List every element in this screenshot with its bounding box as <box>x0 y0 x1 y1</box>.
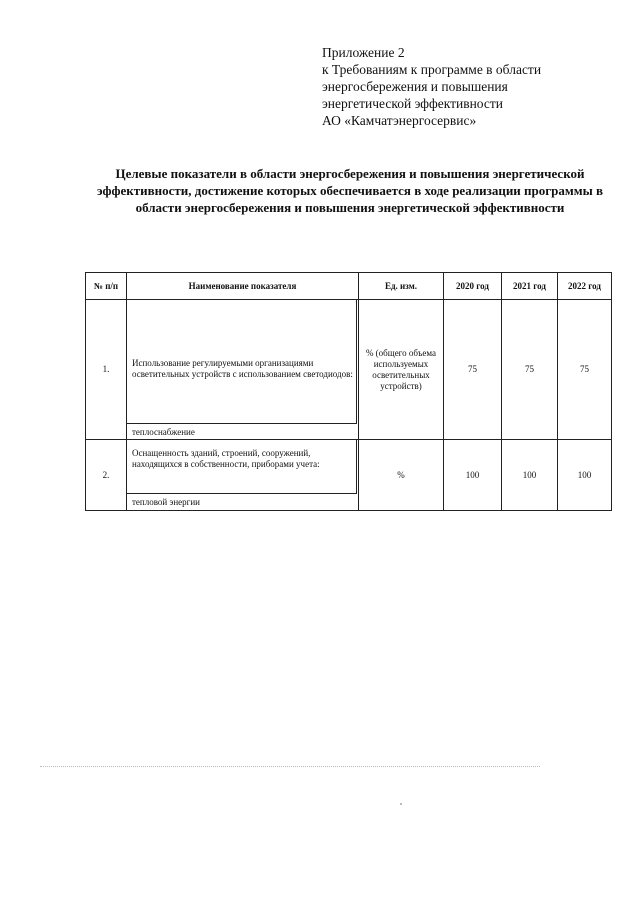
row-unit: % (общего объема используемых осветительных устройств) <box>359 300 444 440</box>
row-2022: 75 <box>558 300 612 440</box>
row-num: 1. <box>86 300 127 440</box>
row-sub: теплоснабжение <box>132 427 195 437</box>
appendix-line: АО «Камчатэнергосервис» <box>322 113 477 128</box>
header-2021: 2021 год <box>502 273 558 300</box>
row-unit: % <box>359 440 444 511</box>
header-2022: 2022 год <box>558 273 612 300</box>
row-2020: 75 <box>444 300 502 440</box>
header-num: № п/п <box>86 273 127 300</box>
row-2021: 75 <box>502 300 558 440</box>
row-name-cell <box>127 440 359 511</box>
indicators-table <box>85 272 612 511</box>
row-2021: 100 <box>502 440 558 511</box>
appendix-line: Приложение 2 <box>322 45 405 60</box>
scan-noise-dot <box>400 803 402 805</box>
row-name-cell <box>127 300 359 440</box>
appendix-note <box>322 44 622 129</box>
row-2022: 100 <box>558 440 612 511</box>
header-name: Наименование показателя <box>127 273 359 300</box>
row-2020: 100 <box>444 440 502 511</box>
appendix-line: к Требованиям к программе в области <box>322 62 542 77</box>
table-row <box>86 300 612 440</box>
appendix-line: энергосбережения и повышения <box>322 79 508 94</box>
document-title: Целевые показатели в области энергосбережения и повышения энергетической эффективности, достижение которых обеспечивается в ходе реализации программы в области энергосбережения и повышения энергетической эффективности <box>96 166 604 215</box>
header-2020: 2020 год <box>444 273 502 300</box>
table-row <box>86 440 612 511</box>
table-header-row <box>86 273 612 300</box>
scan-noise-line <box>40 766 540 769</box>
row-name: Оснащенность зданий, строений, сооружений, находящихся в собственности, приборами учета: <box>132 448 320 469</box>
row-num: 2. <box>86 440 127 511</box>
header-unit: Ед. изм. <box>359 273 444 300</box>
row-sub: тепловой энергии <box>132 497 200 507</box>
appendix-line: энергетической эффективности <box>322 96 503 111</box>
row-name: Использование регулируемыми организациями осветительных устройств с использованием светодиодов: <box>132 358 353 379</box>
